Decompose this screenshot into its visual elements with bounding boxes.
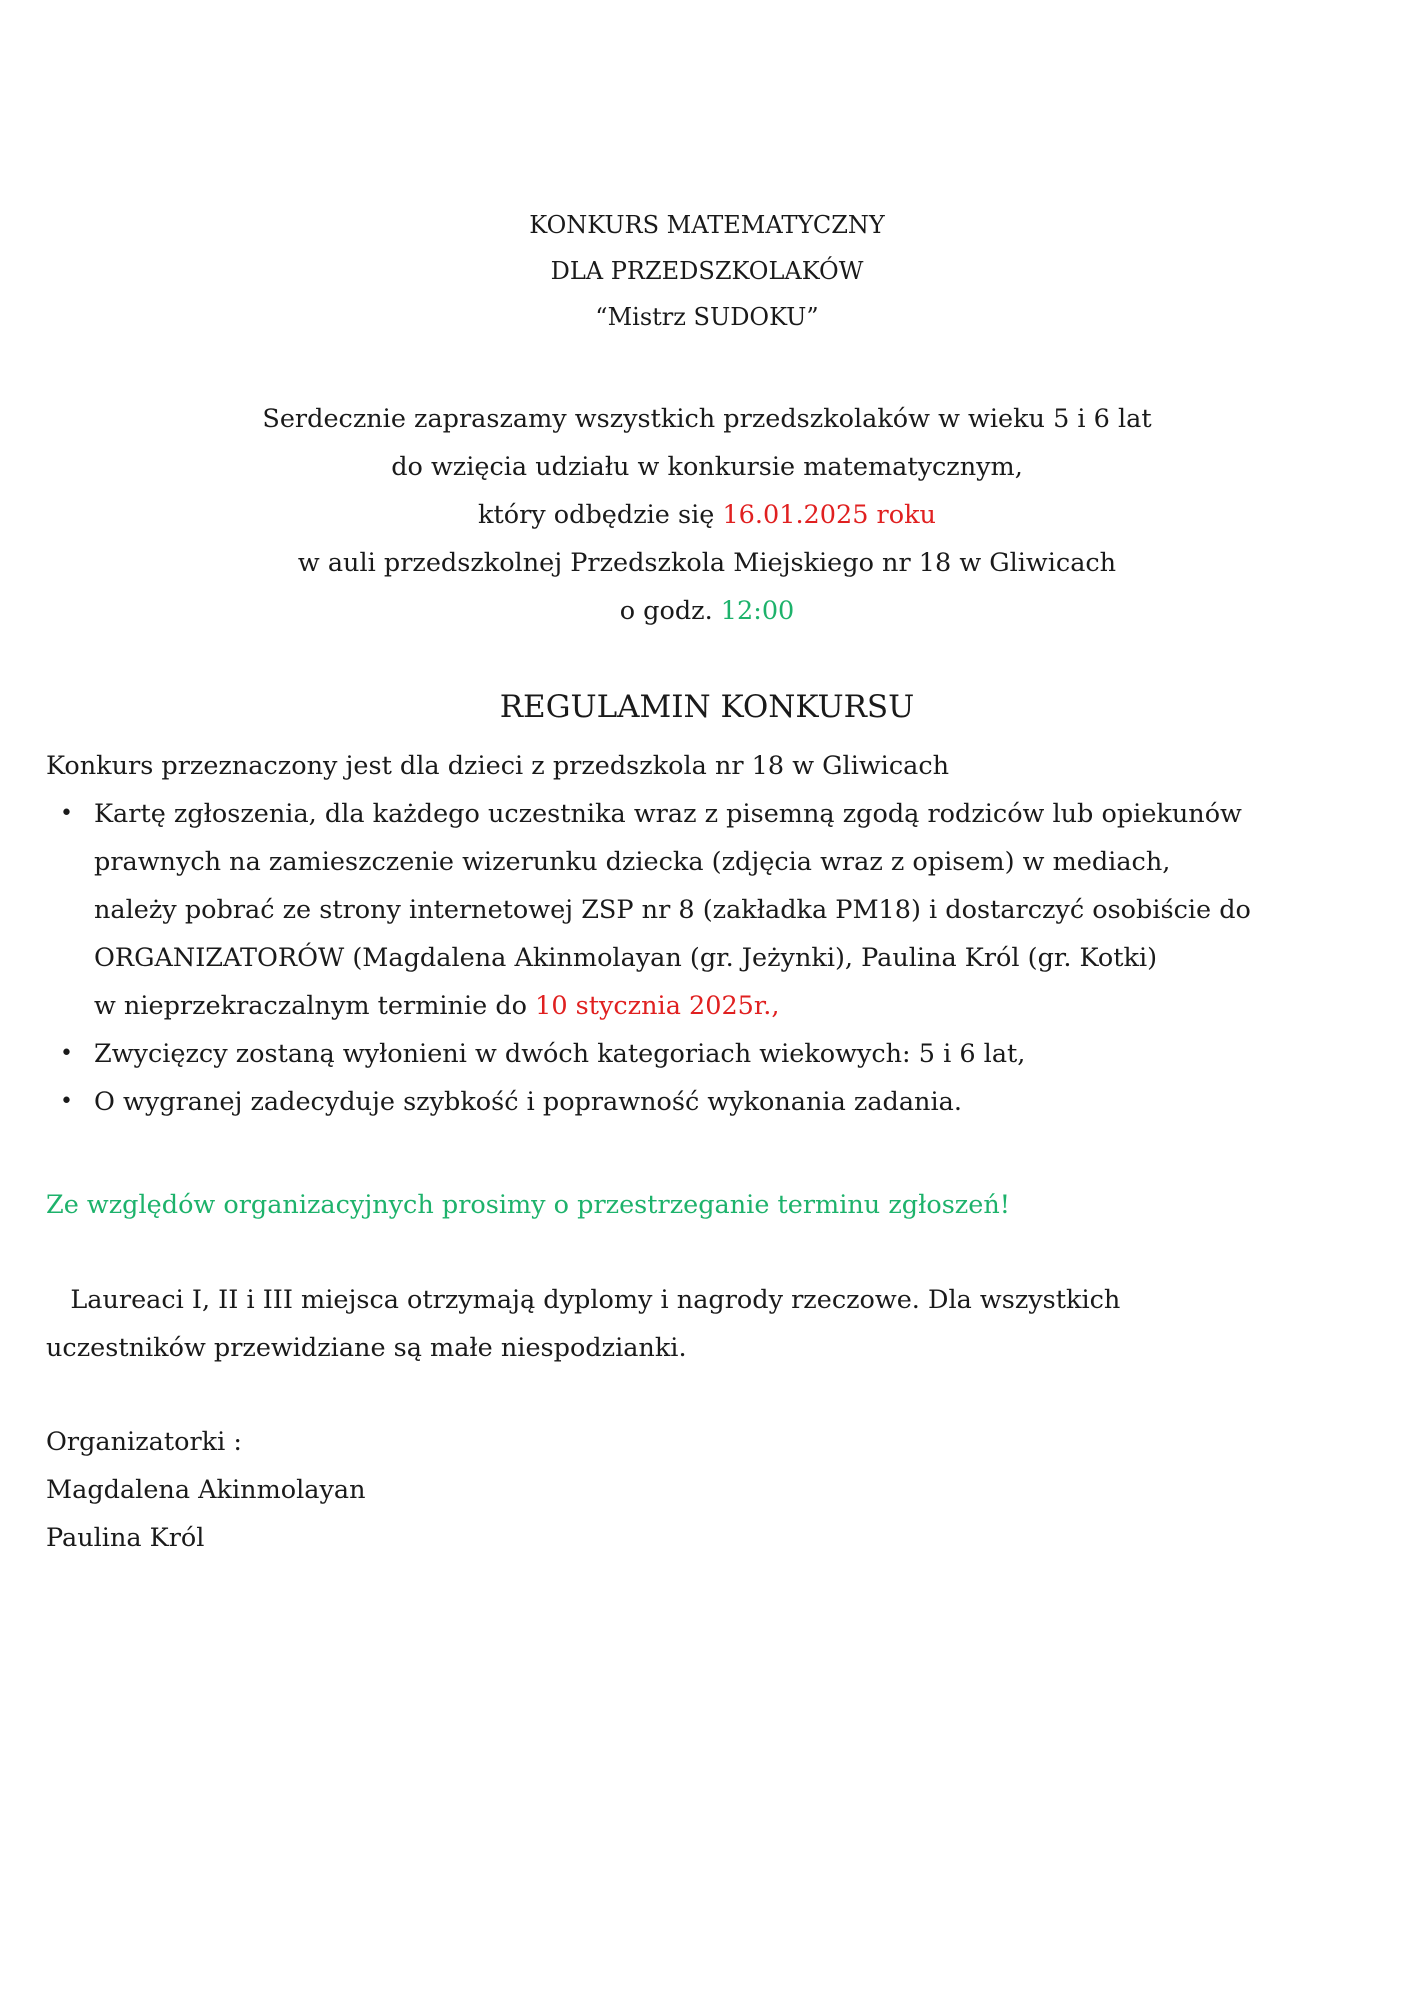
title-line-3: “Mistrz SUDOKU” (595, 303, 819, 331)
invite-time-prefix: o godz. (619, 596, 721, 626)
organizer-name-1: Magdalena Akinmolayan (46, 1475, 366, 1505)
deadline-prefix: w nieprzekraczalnym terminie do (94, 991, 536, 1021)
title-line-2: DLA PRZEDSZKOLAKÓW (550, 257, 864, 285)
prizes-paragraph (46, 1276, 1386, 1372)
organizer-name-2: Paulina Król (46, 1523, 205, 1553)
contest-title (0, 202, 1414, 340)
invite-line-2: do wzięcia udziału w konkursie matematycznym, (391, 452, 1023, 482)
list-item (60, 1030, 1414, 1078)
rule1-line-3: należy pobrać ze strony internetowej ZSP nr 8 (zakładka PM18) i dostarczyć osobiście do (94, 895, 1251, 925)
rules-heading: REGULAMIN KONKURSU (499, 689, 915, 725)
bullet-icon: • (60, 801, 73, 826)
rule1-line-5 (94, 982, 1414, 1030)
title-line-1: KONKURS MATEMATYCZNY (529, 211, 885, 239)
prizes-line-2: uczestników przewidziane są małe niespodzianki. (46, 1333, 687, 1363)
deadline-note: Ze względów organizacyjnych prosimy o przestrzeganie terminu zgłoszeń! (46, 1190, 1010, 1220)
invite-line-1: Serdecznie zapraszamy wszystkich przedszkolaków w wieku 5 i 6 lat (262, 404, 1152, 434)
rule1-line-1: Kartę zgłoszenia, dla każdego uczestnika wraz z pisemną zgodą rodziców lub opiekunów (94, 799, 1242, 829)
prizes-line-1: Laureaci I, II i III miejsca otrzymają dyplomy i nagrody rzeczowe. Dla wszystkich (46, 1285, 1121, 1315)
invite-line-5 (0, 587, 1414, 635)
bullet-icon: • (60, 1041, 73, 1066)
invitation-paragraph (0, 395, 1414, 635)
invite-line-4: w auli przedszkolnej Przedszkola Miejskiego nr 18 w Gliwicach (297, 548, 1117, 578)
organizers-label: Organizatorki : (46, 1427, 242, 1457)
invite-date-prefix: który odbędzie się (478, 500, 723, 530)
invite-line-3 (0, 491, 1414, 539)
list-item (60, 790, 1414, 1030)
rule3-text: O wygranej zadecyduje szybkość i poprawność wykonania zadania. (94, 1087, 962, 1117)
rule2-text: Zwycięzcy zostaną wyłonieni w dwóch kategoriach wiekowych: 5 i 6 lat, (94, 1039, 1026, 1069)
event-date: 16.01.2025 roku (722, 500, 936, 530)
deadline-date: 10 stycznia 2025r., (535, 991, 780, 1021)
event-time: 12:00 (720, 596, 795, 626)
bullet-icon: • (60, 1089, 73, 1114)
rule1-line-2: prawnych na zamieszczenie wizerunku dziecka (zdjęcia wraz z opisem) w mediach, (94, 847, 1171, 877)
rules-list (46, 790, 1414, 1126)
list-item (60, 1078, 1414, 1126)
rule1-line-4: ORGANIZATORÓW (Magdalena Akinmolayan (gr. Jeżynki), Paulina Król (gr. Kotki) (94, 943, 1158, 973)
rules-intro: Konkurs przeznaczony jest dla dzieci z przedszkola nr 18 w Gliwicach (46, 751, 950, 781)
